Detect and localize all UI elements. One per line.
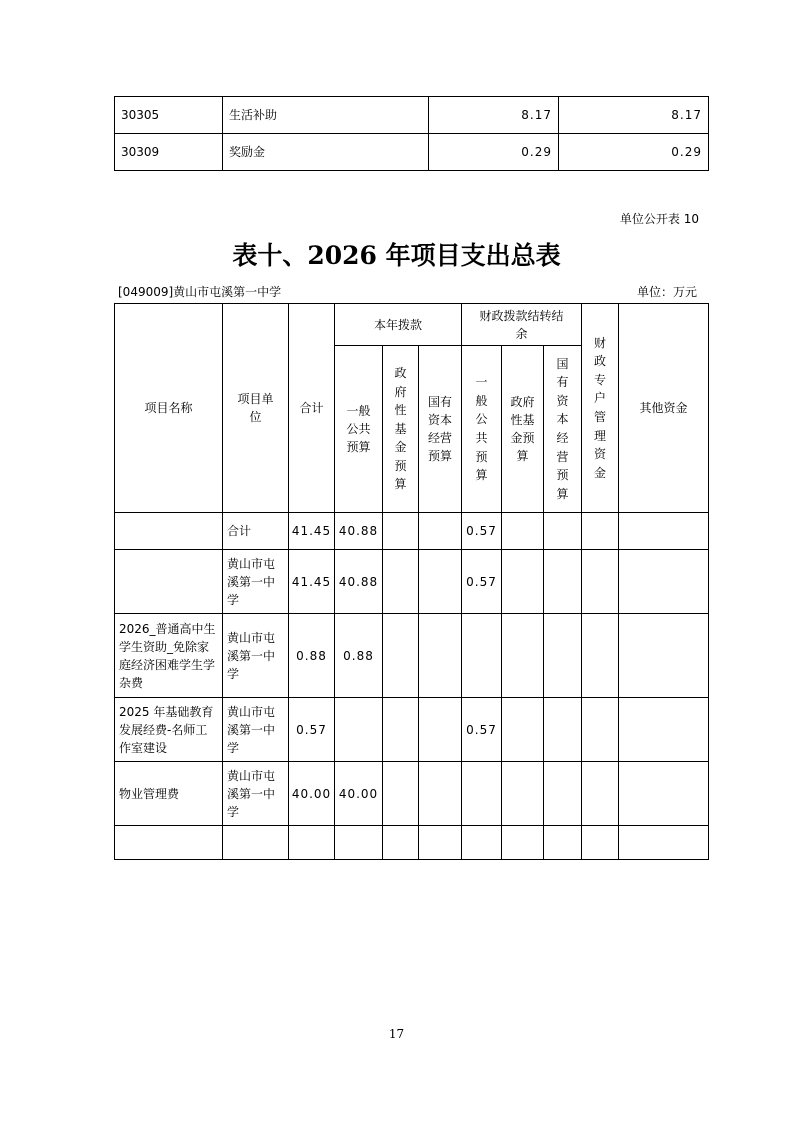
cell-name: 2025 年基础教育发展经费-名师工作室建设	[115, 698, 223, 762]
header-general-budget: 一般公共预算	[335, 346, 383, 513]
cell-special	[582, 513, 619, 550]
top-cell-v1: 8.17	[429, 97, 559, 134]
cell-unit: 合计	[223, 513, 289, 550]
cell-special	[582, 826, 619, 860]
cell-name: 物业管理费	[115, 762, 223, 826]
header-carry-soe: 国有资本经营预算	[544, 346, 582, 513]
top-cell-name: 生活补助	[223, 97, 429, 134]
table-row	[115, 513, 709, 550]
cell-fund	[383, 614, 419, 698]
cell-name	[115, 826, 223, 860]
cell-fund	[383, 826, 419, 860]
cell-soe	[419, 550, 462, 614]
cell-name	[115, 513, 223, 550]
header-special-account: 财政专户管理资金	[582, 304, 619, 513]
cell-general: 40.88	[335, 550, 383, 614]
cell-other	[619, 550, 709, 614]
cell-c-soe	[544, 513, 582, 550]
cell-other	[619, 513, 709, 550]
header-fund-budget: 政府性基金预算	[383, 346, 419, 513]
top-cell-code: 30305	[115, 97, 223, 134]
cell-other	[619, 762, 709, 826]
cell-fund	[383, 550, 419, 614]
top-cell-v2: 8.17	[559, 97, 709, 134]
cell-fund	[383, 762, 419, 826]
header-carryover: 财政拨款结转结余	[462, 304, 582, 346]
cell-unit: 黄山市屯溪第一中学	[223, 698, 289, 762]
cell-fund	[383, 513, 419, 550]
cell-total	[289, 826, 335, 860]
unit-label: 单位：万元	[636, 285, 697, 299]
cell-c-general: 0.57	[462, 513, 502, 550]
cell-c-soe	[544, 550, 582, 614]
table-row	[115, 826, 709, 860]
cell-soe	[419, 614, 462, 698]
project-expenditure-table	[114, 303, 709, 860]
cell-total: 0.57	[289, 698, 335, 762]
cell-c-general	[462, 762, 502, 826]
cell-c-soe	[544, 826, 582, 860]
cell-c-soe	[544, 762, 582, 826]
table-number: 单位公开表 10	[619, 212, 699, 226]
header-carry-general: 一般公共预算	[462, 346, 502, 513]
top-table-row	[115, 134, 709, 171]
header-soe-budget: 国有资本经营预算	[419, 346, 462, 513]
table-row	[115, 698, 709, 762]
cell-total: 41.45	[289, 513, 335, 550]
cell-c-fund	[502, 513, 544, 550]
cell-fund	[383, 698, 419, 762]
header-total: 合计	[289, 304, 335, 513]
cell-soe	[419, 698, 462, 762]
cell-unit: 黄山市屯溪第一中学	[223, 550, 289, 614]
page-title: 表十、2026 年项目支出总表	[232, 241, 561, 270]
cell-c-general	[462, 614, 502, 698]
cell-general: 40.88	[335, 513, 383, 550]
cell-special	[582, 614, 619, 698]
cell-total: 41.45	[289, 550, 335, 614]
cell-other	[619, 614, 709, 698]
cell-general: 0.88	[335, 614, 383, 698]
cell-c-fund	[502, 698, 544, 762]
cell-special	[582, 762, 619, 826]
cell-soe	[419, 762, 462, 826]
cell-unit	[223, 826, 289, 860]
header-carry-fund: 政府性基金预算	[502, 346, 544, 513]
header-project-unit: 项目单位	[223, 304, 289, 513]
cell-unit: 黄山市屯溪第一中学	[223, 614, 289, 698]
cell-c-general	[462, 826, 502, 860]
cell-c-soe	[544, 698, 582, 762]
top-table-row	[115, 97, 709, 134]
cell-c-fund	[502, 826, 544, 860]
cell-c-general: 0.57	[462, 698, 502, 762]
table-row	[115, 550, 709, 614]
cell-soe	[419, 826, 462, 860]
cell-special	[582, 550, 619, 614]
table-row	[115, 614, 709, 698]
cell-c-soe	[544, 614, 582, 698]
top-cell-v1: 0.29	[429, 134, 559, 171]
cell-other	[619, 826, 709, 860]
cell-name: 2026_普通高中生学生资助_免除家庭经济困难学生学杂费	[115, 614, 223, 698]
cell-general	[335, 698, 383, 762]
header-project-name: 项目名称	[115, 304, 223, 513]
cell-general: 40.00	[335, 762, 383, 826]
table-row	[115, 762, 709, 826]
top-detail-table	[114, 96, 709, 171]
cell-special	[582, 698, 619, 762]
organization-name: [049009]黄山市屯溪第一中学	[118, 285, 282, 299]
cell-total: 40.00	[289, 762, 335, 826]
cell-unit: 黄山市屯溪第一中学	[223, 762, 289, 826]
top-cell-code: 30309	[115, 134, 223, 171]
header-current-year: 本年拨款	[335, 304, 462, 346]
cell-general	[335, 826, 383, 860]
page-number: 17	[388, 1027, 405, 1041]
cell-c-fund	[502, 614, 544, 698]
cell-name	[115, 550, 223, 614]
header-other-funds: 其他资金	[619, 304, 709, 513]
cell-c-general: 0.57	[462, 550, 502, 614]
cell-total: 0.88	[289, 614, 335, 698]
cell-c-fund	[502, 550, 544, 614]
top-cell-name: 奖励金	[223, 134, 429, 171]
cell-other	[619, 698, 709, 762]
cell-soe	[419, 513, 462, 550]
top-cell-v2: 0.29	[559, 134, 709, 171]
cell-c-fund	[502, 762, 544, 826]
